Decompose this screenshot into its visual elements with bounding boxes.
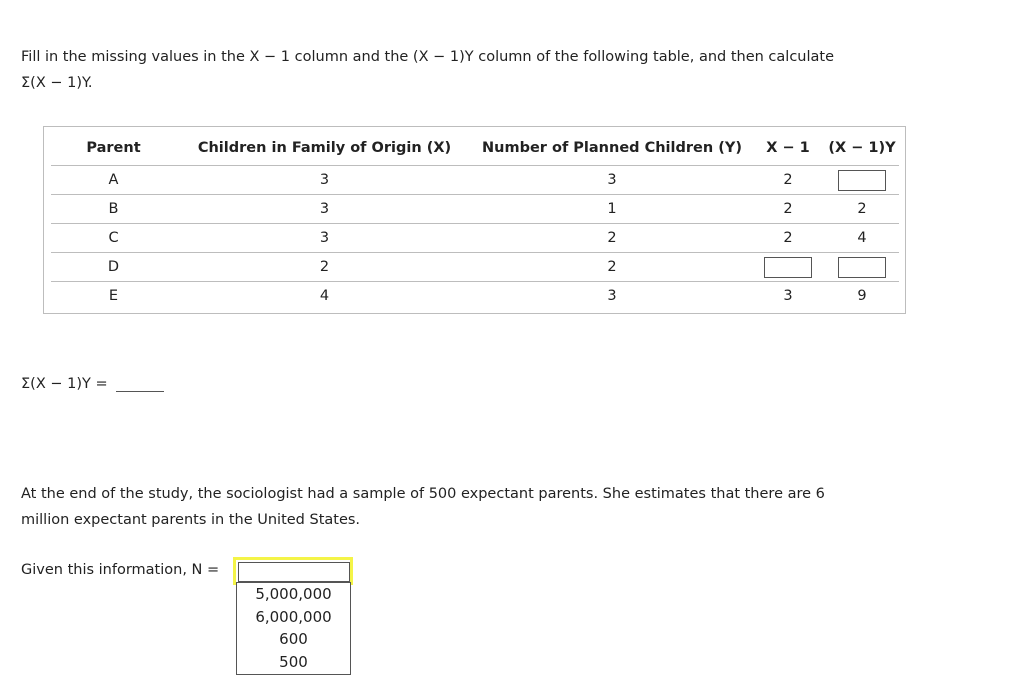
cell-x: 3: [176, 166, 473, 195]
header-y: Number of Planned Children (Y): [482, 140, 742, 156]
cell-x-minus-1-times-y: [825, 253, 899, 282]
cell-x-minus-1: 2: [751, 224, 825, 253]
question-line-2: Σ(X − 1)Y.: [21, 75, 93, 91]
cell-x: 3: [176, 224, 473, 253]
dropdown-option[interactable]: 600: [279, 630, 308, 648]
dropdown-option[interactable]: 500: [279, 652, 308, 671]
dropdown-option[interactable]: 5,000,000: [255, 585, 332, 603]
cell-parent: D: [51, 253, 176, 282]
cell-x: 3: [176, 195, 473, 224]
n-select[interactable]: [238, 562, 350, 582]
sum-label: Σ(X − 1)Y =: [21, 376, 108, 392]
header-x: Children in Family of Origin (X): [197, 140, 452, 156]
question-text: [21, 44, 921, 96]
table-row: [51, 282, 899, 311]
cell-x-minus-1: 2: [751, 166, 825, 195]
dropdown-option[interactable]: 6,000,000: [255, 607, 332, 626]
header-parent: Parent: [86, 140, 141, 156]
sum-row: [21, 376, 164, 392]
cell-y: 2: [473, 253, 751, 282]
cell-x-minus-1: 3: [751, 282, 825, 311]
cell-parent: C: [51, 224, 176, 253]
cell-x-minus-1-times-y: 2: [825, 195, 899, 224]
cell-x-minus-1-times-y: [825, 166, 899, 195]
cell-x-minus-1-times-y: 4: [825, 224, 899, 253]
cell-x: 4: [176, 282, 473, 311]
sum-input[interactable]: [116, 377, 164, 392]
data-table-container: [43, 126, 906, 314]
table-row: [51, 195, 899, 224]
cell-parent: A: [51, 166, 176, 195]
cell-parent: B: [51, 195, 176, 224]
cell-y: 2: [473, 224, 751, 253]
table-row: [51, 166, 899, 195]
cell-y: 1: [473, 195, 751, 224]
cell-parent: E: [51, 282, 176, 311]
cell-x-minus-1: [751, 253, 825, 282]
n-select-highlight: [233, 557, 353, 585]
answer-input-a-xm1y[interactable]: [838, 170, 886, 191]
header-x-minus-1-times-y: (X − 1)Y: [828, 140, 896, 156]
answer-input-d-xm1[interactable]: [764, 257, 812, 278]
n-dropdown-list: [236, 582, 351, 675]
table-row: [51, 253, 899, 282]
cell-x-minus-1: 2: [751, 195, 825, 224]
header-x-minus-1: X − 1: [766, 140, 810, 156]
question-line-1: Fill in the missing values in the X − 1 column and the (X − 1)Y column of the following table, and then calculate: [21, 49, 834, 65]
study-line-2: million expectant parents in the United States.: [21, 512, 361, 528]
cell-y: 3: [473, 166, 751, 195]
cell-x-minus-1-times-y: 9: [825, 282, 899, 311]
data-table: [51, 131, 899, 310]
table-header-row: [51, 131, 899, 166]
given-label: Given this information, N =: [21, 562, 220, 578]
answer-input-d-xm1y[interactable]: [838, 257, 886, 278]
cell-y: 3: [473, 282, 751, 311]
study-line-1: At the end of the study, the sociologist had a sample of 500 expectant parents. She estimates that there are 6: [21, 486, 825, 502]
study-paragraph: [21, 481, 921, 533]
cell-x: 2: [176, 253, 473, 282]
table-row: [51, 224, 899, 253]
